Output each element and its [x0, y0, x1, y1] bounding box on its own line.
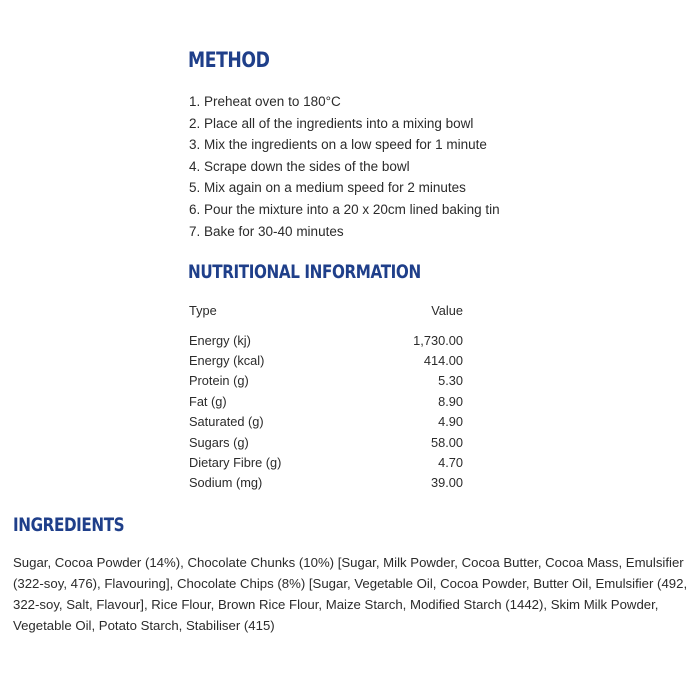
ingredients-heading: INGREDIENTS [13, 514, 125, 536]
nutrient-type: Energy (kcal) [189, 353, 265, 369]
method-heading: METHOD [188, 48, 270, 72]
method-step: 3. Mix the ingredients on a low speed for 1 minute [189, 137, 487, 153]
nutrient-type: Saturated (g) [189, 414, 264, 430]
nutritional-information-heading: NUTRITIONAL INFORMATION [188, 261, 421, 283]
table-row [189, 412, 463, 432]
nutrient-value: 4.70 [438, 455, 463, 471]
table-row [189, 330, 463, 350]
method-steps-list [189, 91, 549, 242]
ingredients-text: Sugar, Cocoa Powder (14%), Chocolate Chunks (10%) [Sugar, Milk Powder, Cocoa Butter, Cocoa Mass, Emulsifier (322-soy, 476), Flavouring], Chocolate Chips (8%) [Sugar, Vegetable Oil, Cocoa Powder, Butter Oil, Emulsifier (492, 322-soy, Salt, Flavour], Rice Flour, Brown Rice Flour, Maize Starch, Modified Starch (1442), Skim Milk Powder, Vegetable Oil, Potato Starch, Stabiliser (415) [13, 555, 688, 633]
column-header-type: Type [189, 302, 217, 318]
nutrient-type: Energy (kj) [189, 332, 251, 348]
table-row [189, 452, 463, 472]
table-row [189, 371, 463, 391]
table-row [189, 350, 463, 370]
nutrient-type: Fat (g) [189, 393, 227, 409]
method-step: 4. Scrape down the sides of the bowl [189, 158, 410, 174]
nutrient-type: Protein (g) [189, 373, 249, 389]
nutrient-type: Dietary Fibre (g) [189, 455, 282, 471]
nutrient-value: 39.00 [430, 475, 463, 491]
nutrient-value: 58.00 [430, 434, 463, 450]
method-step: 2. Place all of the ingredients into a mixing bowl [189, 115, 474, 131]
nutrition-table [189, 300, 463, 493]
table-row [189, 391, 463, 411]
nutrient-value: 5.30 [438, 373, 463, 389]
column-header-value: Value [431, 302, 463, 318]
method-step: 6. Pour the mixture into a 20 x 20cm lined baking tin [189, 201, 500, 217]
nutrition-table-header-row [189, 300, 463, 330]
nutrient-value: 4.90 [438, 414, 463, 430]
nutrient-value: 414.00 [423, 353, 463, 369]
nutrient-type: Sodium (mg) [189, 475, 263, 491]
nutrient-value: 8.90 [438, 393, 463, 409]
nutrient-value: 1,730.00 [413, 332, 463, 348]
method-step: 5. Mix again on a medium speed for 2 minutes [189, 180, 466, 196]
table-row [189, 473, 463, 493]
method-step: 7. Bake for 30-40 minutes [189, 223, 344, 239]
table-row [189, 432, 463, 452]
method-step: 1. Preheat oven to 180°C [189, 94, 341, 109]
nutrient-type: Sugars (g) [189, 434, 249, 450]
